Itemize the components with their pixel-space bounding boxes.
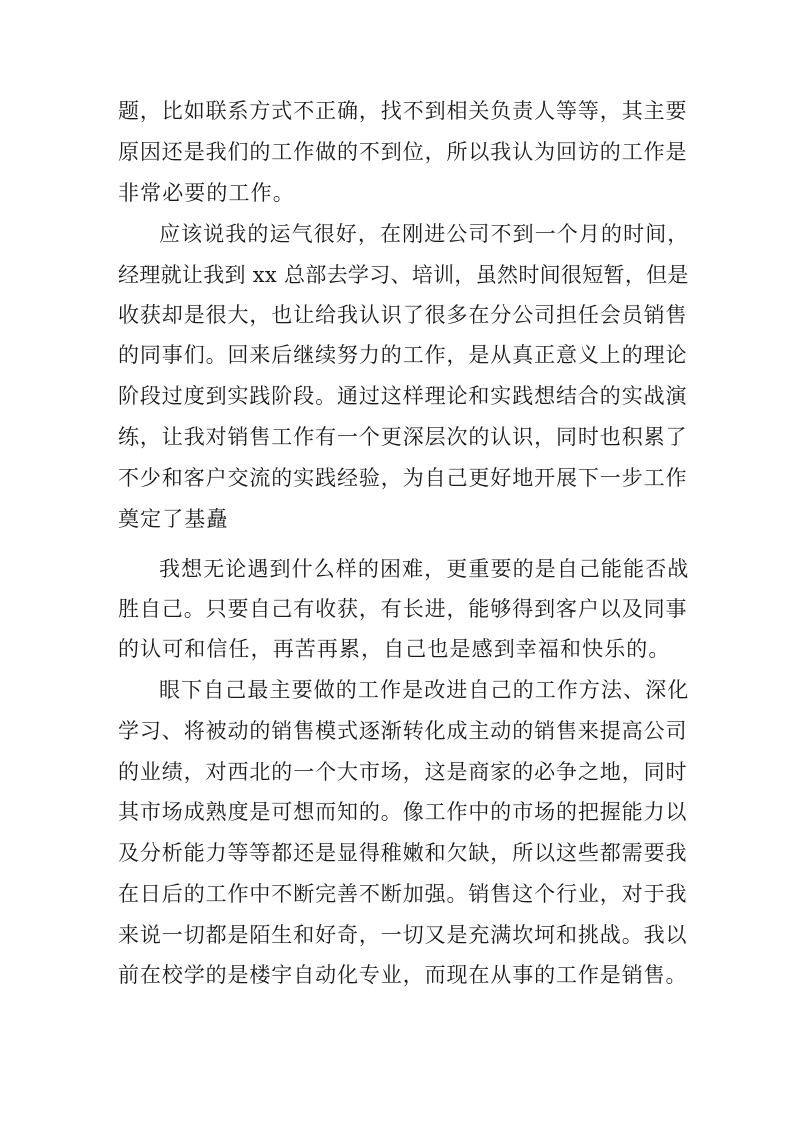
- text-line: 前在校学的是楼宇自动化专业，而现在从事的工作是销售。: [118, 963, 688, 987]
- text-line: 的认可和信任，再苦再累，自己也是感到幸福和快乐的。: [118, 637, 671, 661]
- text-line: 奠定了基矗: [118, 507, 229, 531]
- text-line: 不少和客户交流的实践经验，为自己更好地开展下一步工作: [118, 466, 688, 490]
- paragraph-first-line: 眼下自己最主要做的工作是改进自己的工作方法、深化: [159, 678, 690, 702]
- text-line: 胜自己。只要自己有收获，有长进，能够得到客户以及同事: [118, 597, 688, 621]
- text-line: 原因还是我们的工作做的不到位，所以我认为回访的工作是: [118, 140, 688, 164]
- text-line: 练，让我对销售工作有一个更深层次的认识，同时也积累了: [118, 425, 688, 449]
- text-line: 收获却是很大，也让给我认识了很多在分公司担任会员销售: [118, 303, 688, 327]
- text-line: 及分析能力等等都还是显得稚嫩和欠缺，所以这些都需要我: [118, 841, 688, 865]
- paragraph-first-line: 应该说我的运气很好，在刚进公司不到一个月的时间，: [159, 222, 690, 246]
- text-line: 学习、将被动的销售模式逐渐转化成主动的销售来提高公司: [118, 719, 688, 743]
- text-line: 的业绩，对西北的一个大市场，这是商家的必争之地，同时: [118, 760, 688, 784]
- text-line: 非常必要的工作。: [118, 181, 295, 205]
- text-line: 阶段过度到实践阶段。通过这样理论和实践想结合的实战演: [118, 384, 688, 408]
- text-line: 来说一切都是陌生和好奇，一切又是充满坎坷和挑战。我以: [118, 923, 688, 947]
- text-line: 其市场成熟度是可想而知的。像工作中的市场的把握能力以: [118, 800, 688, 824]
- text-line: 题，比如联系方式不正确，找不到相关负责人等等，其主要: [118, 99, 688, 123]
- paragraph-first-line: 我想无论遇到什么样的困难，更重要的是自己能能否战: [159, 557, 690, 581]
- text-line: 在日后的工作中不断完善不断加强。销售这个行业，对于我: [118, 882, 688, 906]
- text-line: 经理就让我到 xx 总部去学习、培训，虽然时间很短暂，但是: [118, 263, 689, 287]
- text-line: 的同事们。回来后继续努力的工作，是从真正意义上的理论: [118, 343, 688, 367]
